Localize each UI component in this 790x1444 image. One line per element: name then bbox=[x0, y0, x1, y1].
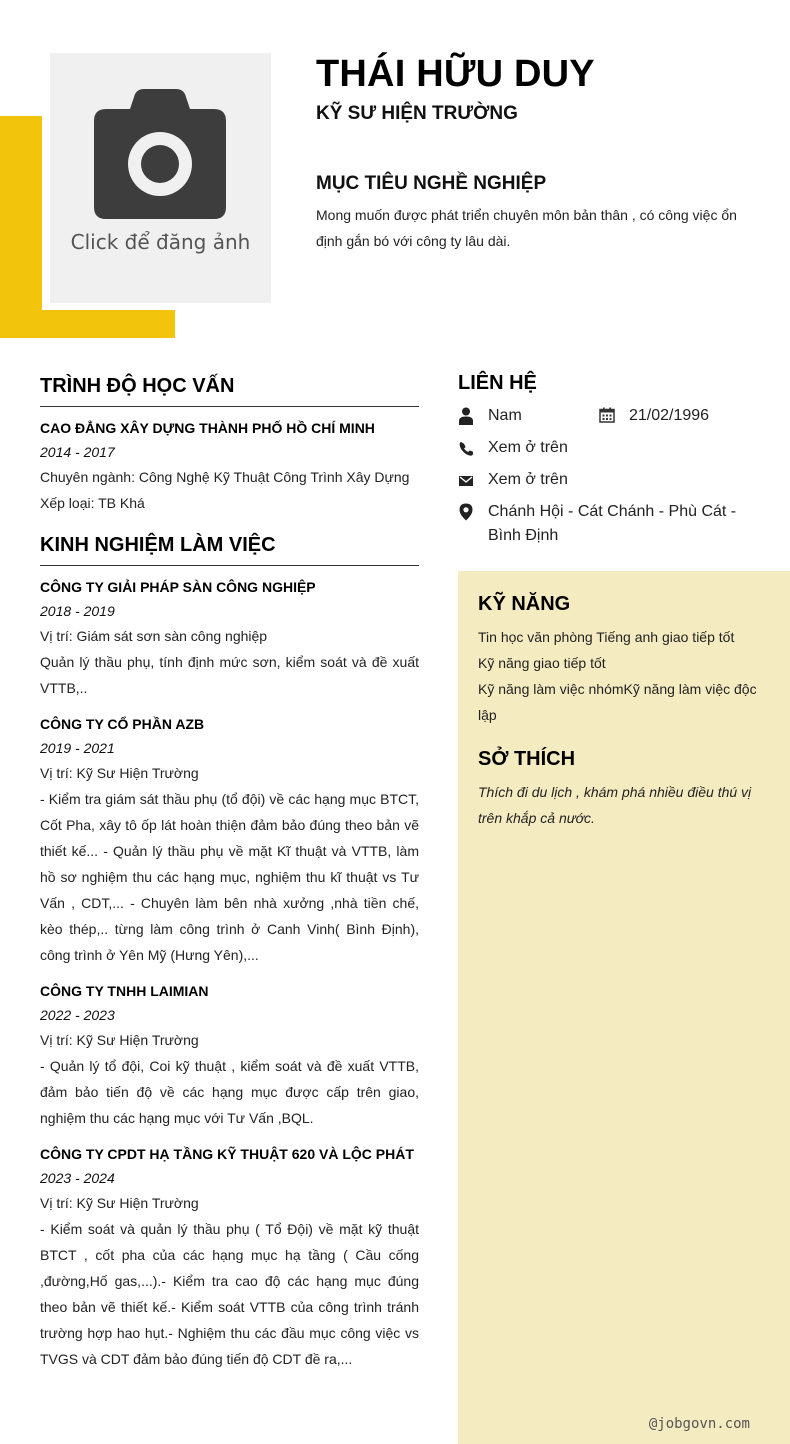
job-company: CÔNG TY GIẢI PHÁP SÀN CÔNG NGHIỆP bbox=[40, 579, 316, 595]
job-title: KỸ SƯ HIỆN TRƯỜNG bbox=[316, 103, 518, 124]
objective-title: MỤC TIÊU NGHỀ NGHIỆP bbox=[316, 173, 547, 194]
job-period: 2018 - 2019 bbox=[40, 603, 115, 619]
hobbies-text: Thích đi du lịch , khám phá nhiều điều thú vị trên khắp cả nước. bbox=[478, 784, 752, 826]
job-description: - Quản lý tổ đội, Coi kỹ thuật , kiểm soát và đề xuất VTTB, đảm bảo tiến độ về các hạng mục được cấp trên giao, nghiệm thu các hạng mục với Tư Vấn ,BQL. bbox=[40, 1058, 419, 1126]
contact-row-gender bbox=[458, 405, 790, 437]
experience-title: KINH NGHIỆM LÀM VIỆC bbox=[40, 534, 419, 566]
job-description: - Kiểm soát và quản lý thầu phụ ( Tổ Đội) về mặt kỹ thuật BTCT , cốt pha của các hạng mục hạ tầng ( Cầu cống ,đường,Hố gas,...).- Kiểm tra cao độ các hạng mục đúng theo bản vẽ thiết kế.- Kiểm soát VTTB của công trình tránh trường hợp hao hụt.- Nghiệm thu các đầu mục công việc vs TVGS và CDT đảm bảo đúng tiến độ CDT đề ra,... bbox=[40, 1221, 419, 1367]
calendar-icon bbox=[599, 407, 615, 423]
education-period: 2014 - 2017 bbox=[40, 444, 115, 460]
skill-item: Tin học văn phòng Tiếng anh giao tiếp tốt bbox=[478, 629, 735, 645]
job-company: CÔNG TY CPDT HẠ TẦNG KỸ THUẬT 620 VÀ LỘC PHÁT bbox=[40, 1146, 414, 1162]
job-entry bbox=[40, 578, 419, 701]
contact-row-address bbox=[458, 501, 790, 557]
job-period: 2023 - 2024 bbox=[40, 1170, 115, 1186]
job-company: CÔNG TY TNHH LAIMIAN bbox=[40, 983, 209, 999]
address-value: Chánh Hội - Cát Chánh - Phù Cát - Bình Định bbox=[488, 503, 737, 544]
candidate-name: THÁI HỮU DUY bbox=[316, 53, 595, 95]
job-entry bbox=[40, 1145, 419, 1372]
watermark: @jobgovn.com bbox=[648, 1416, 750, 1432]
job-position: Vị trí: Kỹ Sư Hiện Trường bbox=[40, 765, 199, 781]
photo-upload[interactable] bbox=[50, 53, 271, 303]
job-entry bbox=[40, 715, 419, 968]
job-entry bbox=[40, 982, 419, 1131]
job-period: 2022 - 2023 bbox=[40, 1007, 115, 1023]
mail-icon bbox=[458, 471, 474, 489]
contact-section bbox=[458, 372, 790, 557]
gender-value: Nam bbox=[488, 407, 522, 424]
objective-text: Mong muốn được phát triển chuyên môn bản thân , có công việc ổn định gắn bó với công ty lâu dài. bbox=[316, 207, 737, 249]
job-company: CÔNG TY CỔ PHẦN AZB bbox=[40, 716, 205, 732]
left-column bbox=[40, 375, 419, 1386]
contact-row-email bbox=[458, 469, 790, 501]
contact-row-phone bbox=[458, 437, 790, 469]
photo-caption: Click để đăng ảnh bbox=[70, 230, 251, 254]
education-school: CAO ĐẲNG XÂY DỰNG THÀNH PHỐ HỒ CHÍ MINH bbox=[40, 420, 375, 436]
education-grade: Xếp loại: TB Khá bbox=[40, 495, 145, 511]
contact-title: LIÊN HỆ bbox=[458, 372, 537, 394]
email-value: Xem ở trên bbox=[488, 471, 568, 488]
job-period: 2019 - 2021 bbox=[40, 740, 115, 756]
phone-icon bbox=[458, 439, 474, 457]
camera-icon bbox=[94, 89, 226, 219]
accent-block-horizontal bbox=[0, 310, 175, 338]
hobbies-title: SỞ THÍCH bbox=[478, 748, 576, 770]
person-icon bbox=[458, 407, 474, 425]
skills-panel bbox=[458, 571, 790, 1444]
job-description: Quản lý thầu phụ, tính định mức sơn, kiểm soát và đề xuất VTTB,.. bbox=[40, 654, 419, 696]
skills-title: KỸ NĂNG bbox=[478, 593, 571, 615]
dob-value: 21/02/1996 bbox=[629, 407, 710, 424]
skill-item: Kỹ năng làm việc nhómKỹ năng làm việc độc lập bbox=[478, 681, 757, 723]
accent-block-vertical bbox=[0, 116, 42, 338]
job-position: Vị trí: Kỹ Sư Hiện Trường bbox=[40, 1032, 199, 1048]
job-position: Vị trí: Kỹ Sư Hiện Trường bbox=[40, 1195, 199, 1211]
job-position: Vị trí: Giám sát sơn sàn công nghiệp bbox=[40, 628, 268, 644]
education-title: TRÌNH ĐỘ HỌC VẤN bbox=[40, 375, 419, 407]
skill-item: Kỹ năng giao tiếp tốt bbox=[478, 655, 606, 671]
job-description: - Kiểm tra giám sát thầu phụ (tổ đội) về các hạng mục BTCT, Cốt Pha, xây tô ốp lát hoàn thiện đảm bảo đúng theo bản vẽ thiết kế... - Quản lý thầu phụ về mặt Kĩ thuật và VTTB, làm hồ sơ nghiệm thu các hạng mục, nghiệm thu kĩ thuật vs Tư Vấn , CDT,... - Chuyên làm bên nhà xưởng ,nhà tiền chế, kèo thép,.. từng làm công trình ở Canh Vinh( Bình Định), công trình ở Yên Mỹ (Hưng Yên),... bbox=[40, 791, 419, 963]
phone-value: Xem ở trên bbox=[488, 439, 568, 456]
education-major: Chuyên ngành: Công Nghệ Kỹ Thuật Công Trình Xây Dựng bbox=[40, 469, 410, 485]
location-pin-icon bbox=[458, 503, 474, 521]
